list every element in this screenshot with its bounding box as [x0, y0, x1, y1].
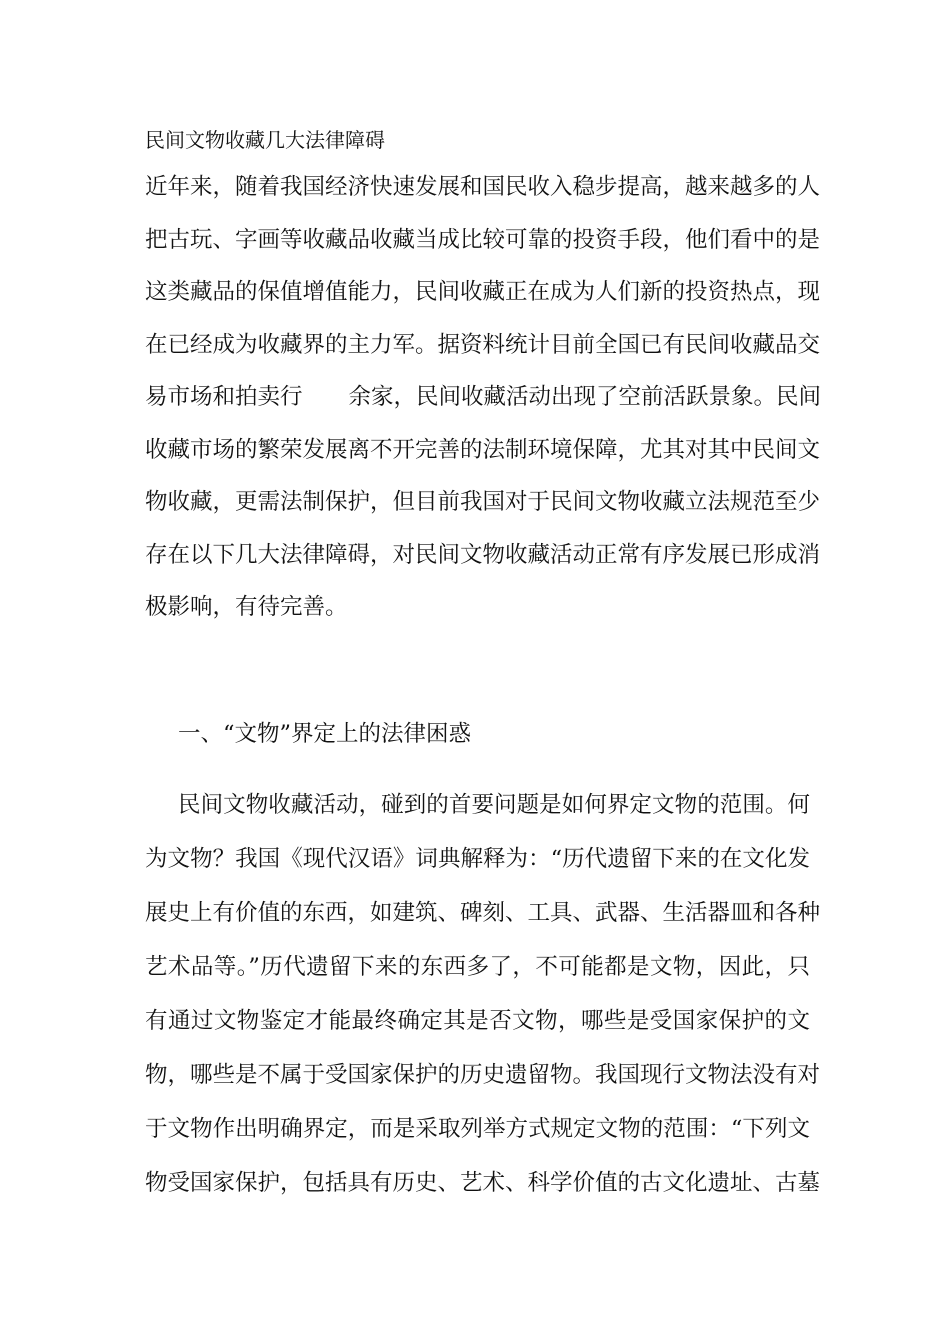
paragraph-line: 存在以下几大法律障碍，对民间文物收藏活动正常有序发展已形成消 — [145, 541, 821, 568]
paragraph-line-with-gap — [145, 371, 822, 424]
paragraph-line: 民间文物收藏活动，碰到的首要问题是如何界定文物的范围。何 — [178, 792, 810, 818]
paragraph-line: 为文物？我国《现代汉语》词典解释为：“历代遗留下来的在文化发 — [145, 846, 810, 872]
paragraph-line: 收藏市场的繁荣发展离不开完善的法制环境保障，尤其对其中民间文 — [145, 436, 821, 463]
paragraph-line: 近年来，随着我国经济快速发展和国民收入稳步提高，越来越多的人 — [145, 174, 821, 200]
paragraph-line: 于文物作出明确界定，而是采取列举方式规定文物的范围：“下列文 — [145, 1116, 810, 1142]
paragraph-line: 在已经成为收藏界的主力军。据资料统计目前全国已有民间收藏品交 — [145, 331, 821, 358]
intro-paragraph — [145, 161, 822, 634]
line-segment-after-gap: 余家，民间收藏活动出现了空前活跃景象。民间 — [348, 384, 822, 410]
paragraph-line: 展史上有价值的东西，如建筑、碑刻、工具、武器、生活器皿和各种 — [145, 900, 821, 926]
paragraph-line: 把古玩、字画等收藏品收藏当成比较可靠的投资手段，他们看中的是 — [145, 226, 821, 253]
paragraph-line: 物，哪些是不属于受国家保护的历史遗留物。我国现行文物法没有对 — [145, 1062, 821, 1088]
line-segment-before-gap: 易市场和拍卖行 — [145, 384, 303, 410]
paragraph-line: 艺术品等。”历代遗留下来的东西多了，不可能都是文物，因此，只 — [145, 954, 810, 980]
paragraph-line: 物受国家保护，包括具有历史、艺术、科学价值的古文化遗址、古墓 — [145, 1170, 821, 1196]
section-paragraph — [145, 778, 821, 1210]
section-heading: 一、“文物”界定上的法律困惑 — [178, 721, 472, 747]
paragraph-line: 物收藏，更需法制保护，但目前我国对于民间文物收藏立法规范至少 — [145, 489, 821, 515]
paragraph-line: 有通过文物鉴定才能最终确定其是否文物，哪些是受国家保护的文 — [145, 1008, 810, 1034]
paragraph-line: 这类藏品的保值增值能力，民间收藏正在成为人们新的投资热点，现 — [145, 279, 821, 305]
document-title: 民间文物收藏几大法律障碍 — [145, 128, 385, 152]
paragraph-line: 极影响，有待完善。 — [145, 594, 348, 620]
